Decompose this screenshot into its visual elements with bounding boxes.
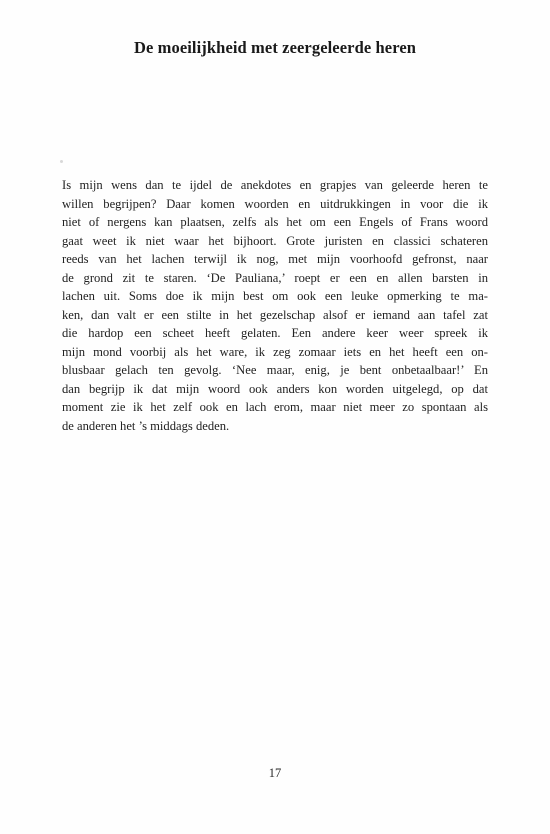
text-line: gaat weet ik niet waar het bijhoort. Grote juristen en classici schateren (62, 233, 488, 248)
body-paragraph (62, 176, 488, 435)
text-line: ken, dan valt er een stilte in het gezelschap alsof er iemand aan tafel zat (62, 307, 488, 322)
text-line: Is mijn wens dan te ijdel de anekdotes en grapjes van geleerde heren te (62, 178, 488, 192)
text-line: die hardop een scheet heeft gelaten. Een andere keer weer spreek ik (62, 326, 488, 340)
text-line: dan begrijp ik dat mijn woord ook anders kon worden uitgelegd, op dat (62, 381, 488, 396)
chapter-title: De moeilijkheid met zeergeleerde heren (133, 38, 417, 57)
text-line: de grond zit te staren. ‘De Pauliana,’ roept er een en allen barsten in (62, 270, 488, 285)
text-line: moment zie ik het zelf ook en lach erom, maar niet meer zo spontaan als (62, 400, 488, 414)
page-number: 17 (268, 766, 282, 780)
text-line: mijn mond voorbij als het ware, ik zeg zomaar iets en het heeft een on- (62, 344, 488, 359)
text-line: de anderen het ’s middags deden. (62, 418, 230, 433)
text-line: blusbaar gelach ten gevolg. ‘Nee maar, enig, je bent onbetaalbaar!’ En (62, 363, 488, 377)
text-line: reeds van het lachen terwijl ik nog, met mijn voorhoofd gefronst, naar (62, 252, 488, 266)
paragraph-mark (60, 160, 63, 163)
text-line: willen begrijpen? Daar komen woorden en uitdrukkingen in voor die ik (62, 196, 488, 211)
text-line: niet of nergens kan plaatsen, zelfs als het om een Engels of Frans woord (62, 215, 488, 229)
text-line: lachen uit. Soms doe ik mijn best om ook een leuke opmerking te ma- (62, 289, 488, 303)
